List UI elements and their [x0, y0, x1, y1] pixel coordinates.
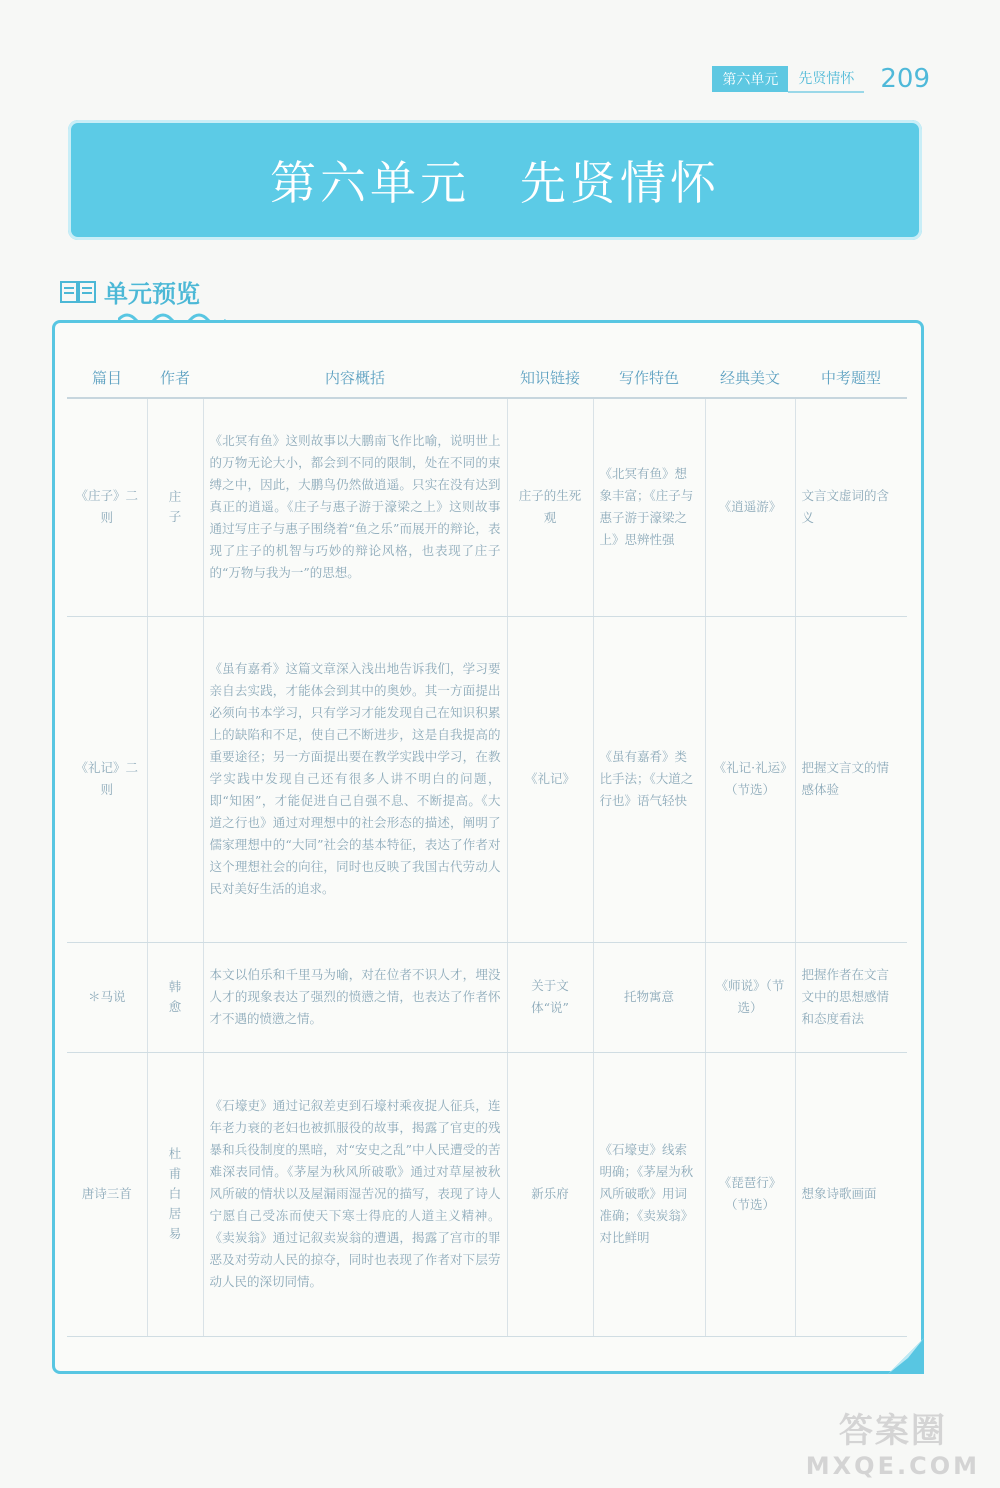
header-theme-label: 先贤情怀	[788, 65, 864, 93]
column-header: 篇目	[67, 357, 147, 398]
cell-title: 《庄子》二则	[67, 398, 147, 616]
cell-author	[147, 398, 203, 616]
cell-title: ＊马说	[67, 942, 147, 1052]
table-row	[67, 398, 907, 616]
running-header	[712, 64, 930, 94]
author-text: 庄子	[168, 488, 182, 524]
unit-preview-table	[67, 357, 907, 1337]
cell-knowledge: 《礼记》	[507, 616, 593, 942]
cell-content: 《北冥有鱼》这则故事以大鹏南飞作比喻，说明世上的万物无论大小，都会到不同的限制，处在不同的束缚之中，因此，大鹏鸟仍然做逍遥。只实在没有达到真正的逍遥。《庄子与惠子游于濠梁之上》这则故事通过写庄子与惠子围绕着“鱼之乐”而展开的辩论，表现了庄子的机智与巧妙的辩论风格，也表现了庄子的“万物与我为一”的思想。	[203, 398, 507, 616]
preview-frame	[52, 320, 924, 1374]
table-row	[67, 1052, 907, 1336]
cell-style: 《北冥有鱼》想象丰富；《庄子与惠子游于濠梁之上》思辨性强	[593, 398, 705, 616]
cell-style: 《石壕吏》线索明确；《茅屋为秋风所破歌》用词准确；《卖炭翁》对比鲜明	[593, 1052, 705, 1336]
cell-title: 《礼记》二则	[67, 616, 147, 942]
cell-title: 唐诗三首	[67, 1052, 147, 1336]
cell-author	[147, 942, 203, 1052]
table-header-row	[67, 357, 907, 398]
column-header: 内容概括	[203, 357, 507, 398]
cell-style: 托物寓意	[593, 942, 705, 1052]
section-header	[60, 274, 200, 309]
column-header: 作者	[147, 357, 203, 398]
section-title: 单元预览	[104, 280, 200, 308]
unit-banner	[68, 120, 922, 240]
cell-classic: 《师说》（节选）	[705, 942, 795, 1052]
cell-author	[147, 616, 203, 942]
cell-content: 本文以伯乐和千里马为喻，对在位者不识人才，埋没人才的现象表达了强烈的愤懑之情，也表达了作者怀才不遇的愤懑之情。	[203, 942, 507, 1052]
table-row	[67, 616, 907, 942]
author-text: 韩愈	[168, 978, 182, 1014]
cell-style: 《虽有嘉肴》类比手法；《大道之行也》语气轻快	[593, 616, 705, 942]
cell-knowledge: 新乐府	[507, 1052, 593, 1336]
header-unit-label: 第六单元	[712, 66, 788, 92]
cell-exam: 把握文言文的情感体验	[795, 616, 907, 942]
watermark-logo-text: 答案圈	[838, 1411, 947, 1451]
cell-classic: 《逍遥游》	[705, 398, 795, 616]
cell-knowledge: 关于文体“说”	[507, 942, 593, 1052]
cell-exam: 想象诗歌画面	[795, 1052, 907, 1336]
cell-author	[147, 1052, 203, 1336]
cell-classic: 《琵琶行》（节选）	[705, 1052, 795, 1336]
column-header: 知识链接	[507, 357, 593, 398]
table-row	[67, 942, 907, 1052]
column-header: 经典美文	[705, 357, 795, 398]
watermark-url: MXQE.COM	[805, 1452, 980, 1480]
banner-title: 第六单元 先贤情怀	[270, 156, 720, 210]
author-text: 杜甫 白居易	[168, 1145, 194, 1241]
cell-exam: 文言文虚词的含义	[795, 398, 907, 616]
cell-exam: 把握作者在文言文中的思想感情和态度看法	[795, 942, 907, 1052]
column-header: 写作特色	[593, 357, 705, 398]
cell-content: 《石壕吏》通过记叙差吏到石壕村乘夜捉人征兵，连年老力衰的老妇也被抓服役的故事，揭露了官吏的残暴和兵役制度的黑暗，对“安史之乱”中人民遭受的苦难深表同情。《茅屋为秋风所破歌》通过对草屋被秋风所破的情状以及屋漏雨湿苦况的描写，表现了诗人宁愿自己受冻而使天下寒士得庇的人道主义精神。《卖炭翁》通过记叙卖炭翁的遭遇，揭露了宫市的罪恶及对劳动人民的掠夺，同时也表现了作者对下层劳动人民的深切同情。	[203, 1052, 507, 1336]
column-header: 中考题型	[795, 357, 907, 398]
cell-knowledge: 庄子的生死观	[507, 398, 593, 616]
page-number: 209	[880, 64, 930, 94]
site-watermark	[806, 1403, 980, 1480]
cell-classic: 《礼记·礼运》（节选）	[705, 616, 795, 942]
open-book-icon	[60, 279, 96, 305]
cell-content: 《虽有嘉肴》这篇文章深入浅出地告诉我们，学习要亲自去实践，才能体会到其中的奥妙。其一方面提出必须向书本学习，只有学习才能发现自己在知识积累上的缺陷和不足，使自己不断进步，这是自我提高的重要途径；另一方面提出要在教学实践中学习，在教学实践中发现自己还有很多人讲不明白的问题，即“知困”，才能促进自己自强不息、不断提高。《大道之行也》通过对理想中的社会形态的描述，阐明了儒家理想中的“大同”社会的基本特征，表达了作者对这个理想社会的向往，同时也反映了我国古代劳动人民对美好生活的追求。	[203, 616, 507, 942]
page-curl-icon	[888, 1338, 924, 1374]
